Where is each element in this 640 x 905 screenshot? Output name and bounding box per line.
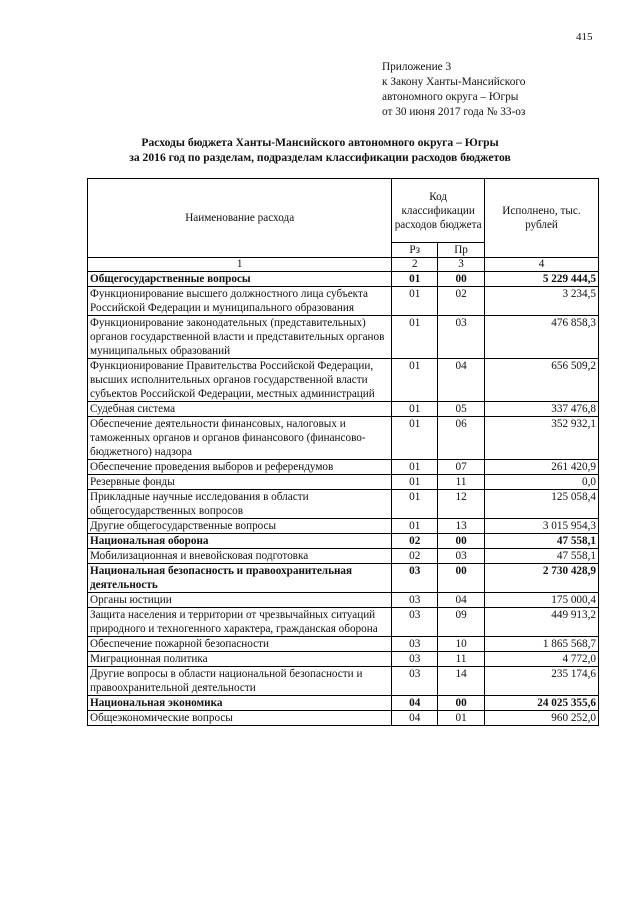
row-sum: 656 509,2 bbox=[484, 359, 598, 402]
row-name: Функционирование высшего должностного лица субъекта Российской Федерации и муниципального образования bbox=[88, 287, 392, 316]
table-row bbox=[88, 652, 599, 667]
row-sum: 24 025 355,6 bbox=[484, 696, 598, 711]
row-rz: 03 bbox=[392, 564, 438, 593]
row-name: Обеспечение проведения выборов и референдумов bbox=[88, 460, 392, 475]
row-rz: 01 bbox=[392, 460, 438, 475]
table-row bbox=[88, 475, 599, 490]
table-row bbox=[88, 608, 599, 637]
row-rz: 04 bbox=[392, 696, 438, 711]
row-rz: 01 bbox=[392, 316, 438, 359]
row-name: Обеспечение пожарной безопасности bbox=[88, 637, 392, 652]
expenses-table bbox=[87, 178, 599, 726]
row-sum: 47 558,1 bbox=[484, 549, 598, 564]
appendix-line-2: к Закону Ханты-Мансийского bbox=[382, 76, 526, 88]
appendix-line-4: от 30 июня 2017 года № 33-оз bbox=[382, 106, 526, 118]
row-name: Другие общегосударственные вопросы bbox=[88, 519, 392, 534]
row-pr: 03 bbox=[438, 316, 485, 359]
column-number: 2 bbox=[392, 258, 438, 272]
row-pr: 05 bbox=[438, 402, 485, 417]
table-row bbox=[88, 460, 599, 475]
header-sum: Исполнено, тыс. рублей bbox=[484, 179, 598, 258]
header-pr: Пр bbox=[438, 243, 485, 258]
row-name: Национальная оборона bbox=[88, 534, 392, 549]
row-sum: 449 913,2 bbox=[484, 608, 598, 637]
row-pr: 02 bbox=[438, 287, 485, 316]
row-pr: 10 bbox=[438, 637, 485, 652]
row-sum: 261 420,9 bbox=[484, 460, 598, 475]
row-name: Защита населения и территории от чрезвычайных ситуаций природного и техногенного характера, гражданская оборона bbox=[88, 608, 392, 637]
row-sum: 337 476,8 bbox=[484, 402, 598, 417]
table-row bbox=[88, 549, 599, 564]
row-sum: 3 234,5 bbox=[484, 287, 598, 316]
row-pr: 00 bbox=[438, 564, 485, 593]
row-rz: 01 bbox=[392, 475, 438, 490]
row-name: Органы юстиции bbox=[88, 593, 392, 608]
row-pr: 07 bbox=[438, 460, 485, 475]
row-rz: 01 bbox=[392, 417, 438, 460]
row-sum: 125 058,4 bbox=[484, 490, 598, 519]
table-row bbox=[88, 637, 599, 652]
appendix-line-3: автономного округа – Югры bbox=[382, 91, 519, 103]
row-pr: 03 bbox=[438, 549, 485, 564]
row-pr: 13 bbox=[438, 519, 485, 534]
table-row bbox=[88, 711, 599, 726]
row-name: Резервные фонды bbox=[88, 475, 392, 490]
column-number: 3 bbox=[438, 258, 485, 272]
row-rz: 02 bbox=[392, 549, 438, 564]
row-sum: 5 229 444,5 bbox=[484, 272, 598, 287]
row-pr: 06 bbox=[438, 417, 485, 460]
row-pr: 04 bbox=[438, 359, 485, 402]
table-row bbox=[88, 534, 599, 549]
row-sum: 476 858,3 bbox=[484, 316, 598, 359]
table-row bbox=[88, 696, 599, 711]
row-rz: 01 bbox=[392, 272, 438, 287]
row-name: Функционирование законодательных (представительных) органов государственной власти и представительных органов муниципальных образований bbox=[88, 316, 392, 359]
appendix-block bbox=[382, 60, 525, 120]
row-rz: 01 bbox=[392, 402, 438, 417]
row-pr: 00 bbox=[438, 272, 485, 287]
title-line-2: за 2016 год по разделам, подразделам классификации расходов бюджетов bbox=[129, 151, 511, 164]
table-row bbox=[88, 417, 599, 460]
row-name: Прикладные научные исследования в области общегосударственных вопросов bbox=[88, 490, 392, 519]
column-number: 4 bbox=[484, 258, 598, 272]
row-sum: 235 174,6 bbox=[484, 667, 598, 696]
row-pr: 11 bbox=[438, 652, 485, 667]
table-row bbox=[88, 287, 599, 316]
row-rz: 03 bbox=[392, 593, 438, 608]
page-number: 415 bbox=[576, 31, 593, 43]
table-row bbox=[88, 272, 599, 287]
row-pr: 11 bbox=[438, 475, 485, 490]
row-rz: 02 bbox=[392, 534, 438, 549]
row-pr: 04 bbox=[438, 593, 485, 608]
row-rz: 01 bbox=[392, 519, 438, 534]
row-rz: 04 bbox=[392, 711, 438, 726]
row-pr: 00 bbox=[438, 534, 485, 549]
table-row bbox=[88, 519, 599, 534]
row-sum: 175 000,4 bbox=[484, 593, 598, 608]
row-sum: 0,0 bbox=[484, 475, 598, 490]
row-sum: 47 558,1 bbox=[484, 534, 598, 549]
row-rz: 03 bbox=[392, 608, 438, 637]
table-row bbox=[88, 564, 599, 593]
row-name: Национальная безопасность и правоохранительная деятельность bbox=[88, 564, 392, 593]
table-row bbox=[88, 667, 599, 696]
row-pr: 14 bbox=[438, 667, 485, 696]
row-rz: 01 bbox=[392, 359, 438, 402]
row-sum: 3 015 954,3 bbox=[484, 519, 598, 534]
row-name: Обеспечение деятельности финансовых, налоговых и таможенных органов и органов финансового (финансово-бюджетного) надзора bbox=[88, 417, 392, 460]
row-name: Общеэкономические вопросы bbox=[88, 711, 392, 726]
row-pr: 00 bbox=[438, 696, 485, 711]
row-pr: 09 bbox=[438, 608, 485, 637]
row-name: Миграционная политика bbox=[88, 652, 392, 667]
row-name: Национальная экономика bbox=[88, 696, 392, 711]
row-rz: 01 bbox=[392, 287, 438, 316]
row-name: Общегосударственные вопросы bbox=[88, 272, 392, 287]
header-name: Наименование расхода bbox=[88, 179, 392, 258]
table-row bbox=[88, 490, 599, 519]
row-name: Мобилизационная и вневойсковая подготовка bbox=[88, 549, 392, 564]
header-code-group: Код классификации расходов бюджета bbox=[392, 179, 485, 243]
row-name: Функционирование Правительства Российской Федерации, высших исполнительных органов государственной власти субъектов Российской Федерации, местных администраций bbox=[88, 359, 392, 402]
row-rz: 03 bbox=[392, 637, 438, 652]
row-rz: 03 bbox=[392, 667, 438, 696]
row-sum: 352 932,1 bbox=[484, 417, 598, 460]
row-sum: 1 865 568,7 bbox=[484, 637, 598, 652]
column-number: 1 bbox=[88, 258, 392, 272]
column-numbers-row bbox=[88, 258, 599, 272]
table-row bbox=[88, 316, 599, 359]
table-row bbox=[88, 402, 599, 417]
row-pr: 12 bbox=[438, 490, 485, 519]
row-pr: 01 bbox=[438, 711, 485, 726]
row-sum: 2 730 428,9 bbox=[484, 564, 598, 593]
title-line-1: Расходы бюджета Ханты-Мансийского автономного округа – Югры bbox=[141, 136, 499, 149]
table-row bbox=[88, 593, 599, 608]
table-row bbox=[88, 359, 599, 402]
appendix-line-1: Приложение 3 bbox=[382, 61, 452, 73]
row-name: Другие вопросы в области национальной безопасности и правоохранительной деятельности bbox=[88, 667, 392, 696]
row-rz: 03 bbox=[392, 652, 438, 667]
row-sum: 4 772,0 bbox=[484, 652, 598, 667]
row-rz: 01 bbox=[392, 490, 438, 519]
row-sum: 960 252,0 bbox=[484, 711, 598, 726]
row-name: Судебная система bbox=[88, 402, 392, 417]
header-rz: Рз bbox=[392, 243, 438, 258]
document-title bbox=[0, 135, 640, 165]
